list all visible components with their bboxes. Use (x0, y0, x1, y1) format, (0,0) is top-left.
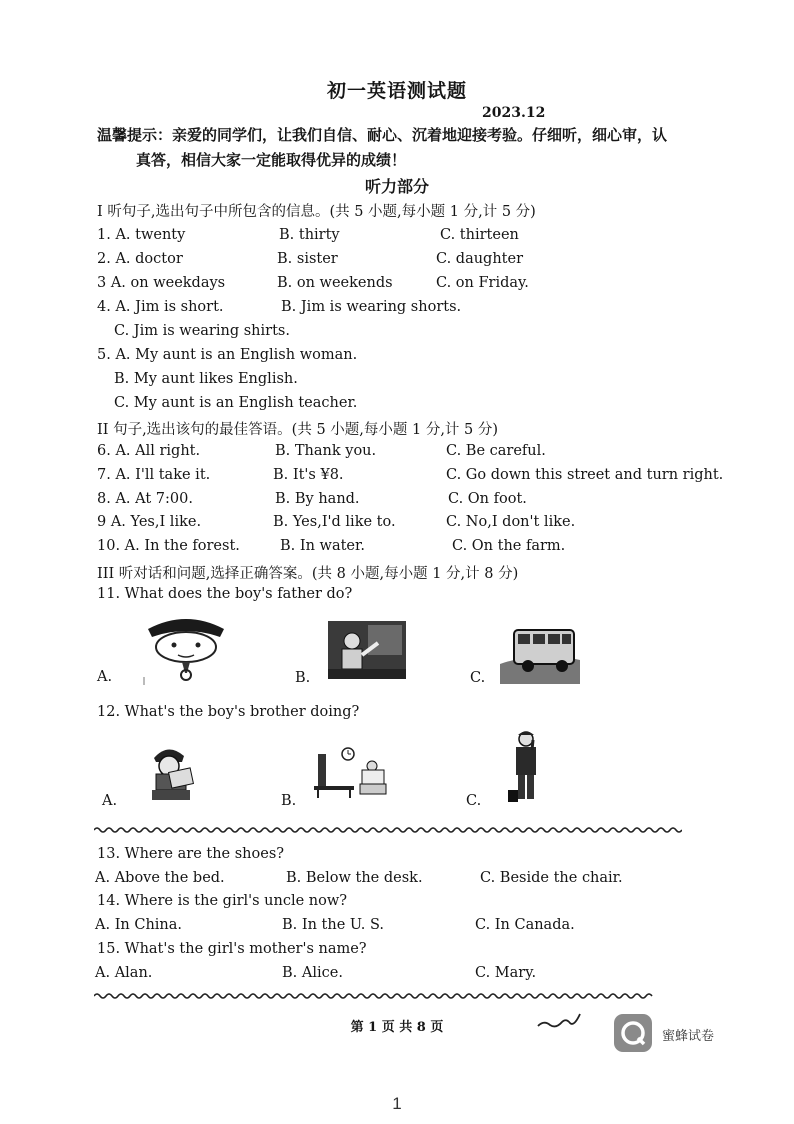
q11-option-c: C. (470, 670, 486, 686)
q14-option-a: A. In China. (95, 917, 183, 933)
q8-option-c: C. On foot. (448, 491, 527, 507)
q13-option-b: B. Below the desk. (286, 870, 423, 886)
q9-option-a: 9 A. Yes,I like. (97, 514, 202, 530)
q14-option-b: B. In the U. S. (282, 917, 385, 933)
q12-option-b: B. (281, 793, 297, 809)
tip-line-1: 温馨提示：亲爱的同学们，让我们自信、耐心、沉着地迎接考验。仔细听，细心审，认 (97, 126, 668, 144)
q6-option-b: B. Thank you. (275, 443, 377, 459)
q7-option-c: C. Go down this street and turn right. (446, 467, 724, 483)
q4-option-a: 4. A. Jim is short. (97, 299, 224, 315)
q3-option-c: C. on Friday. (436, 275, 529, 291)
watermark-text: 蜜蜂试卷 (662, 1029, 715, 1044)
q12-boy-watching-tv-image (310, 744, 388, 798)
tip-line-2: 真答，相信大家一定能取得优异的成绩！ (136, 151, 407, 169)
q13-option-c: C. Beside the chair. (480, 870, 623, 886)
q6-option-c: C. Be careful. (446, 443, 546, 459)
q10-option-c: C. On the farm. (452, 538, 566, 554)
part2-heading: II 句子,选出该句的最佳答语。(共 5 小题,每小题 1 分,计 5 分) (97, 422, 499, 438)
q9-option-c: C. No,I don't like. (446, 514, 576, 530)
q12-option-a: A. (102, 793, 118, 809)
q12-boy-reading-image (146, 744, 196, 802)
q8-option-b: B. By hand. (275, 491, 360, 507)
q15-option-b: B. Alice. (282, 965, 343, 981)
q2-option-a: 2. A. doctor (97, 251, 183, 267)
q2-option-b: B. sister (277, 251, 338, 267)
wavy-divider (94, 826, 682, 834)
q11-bus-driver-image (500, 620, 580, 684)
q1-option-a: 1. A. twenty (97, 227, 186, 243)
q11-worker-image (328, 621, 406, 679)
q11-option-b: B. (295, 670, 311, 686)
page-footer-label: 第 1 页 共 8 页 (350, 1020, 444, 1035)
q10-option-a: 10. A. In the forest. (97, 538, 240, 554)
q13-option-a: A. Above the bed. (95, 870, 225, 886)
q11-option-a: A. (97, 669, 113, 685)
q10-option-b: B. In water. (280, 538, 365, 554)
part1-heading: I 听句子,选出句子中所包含的信息。(共 5 小题,每小题 1 分,计 5 分) (97, 204, 536, 220)
q11-teacher-image (140, 615, 232, 685)
page-number: 1 (392, 1094, 402, 1113)
q4-option-b: B. Jim is wearing shorts. (281, 299, 462, 315)
pen-scribble (536, 1010, 586, 1032)
q15-option-a: A. Alan. (95, 965, 153, 981)
q7-option-a: 7. A. I'll take it. (97, 467, 211, 483)
section-title: 听力部分 (364, 177, 429, 196)
q3-option-b: B. on weekends (277, 275, 393, 291)
q5-option-c: C. My aunt is an English teacher. (114, 395, 358, 411)
wavy-divider (94, 992, 656, 1000)
q6-option-a: 6. A. All right. (97, 443, 201, 459)
q15-option-c: C. Mary. (475, 965, 537, 981)
q4-option-c: C. Jim is wearing shirts. (114, 323, 290, 339)
q1-option-b: B. thirty (279, 227, 340, 243)
q5-option-b: B. My aunt likes English. (114, 371, 298, 387)
q15-question: 15. What's the girl's mother's name? (97, 941, 367, 957)
exam-title: 初一英语测试题 (326, 80, 467, 102)
q11-question: 11. What does the boy's father do? (97, 586, 353, 602)
q14-question: 14. Where is the girl's uncle now? (97, 893, 348, 909)
q12-question: 12. What's the boy's brother doing? (97, 704, 360, 720)
q8-option-a: 8. A. At 7:00. (97, 491, 193, 507)
q2-option-c: C. daughter (436, 251, 524, 267)
q5-option-a: 5. A. My aunt is an English woman. (97, 347, 358, 363)
q1-option-c: C. thirteen (440, 227, 519, 243)
exam-date: 2023.12 (482, 105, 546, 121)
watermark-logo-icon (614, 1014, 652, 1052)
q7-option-b: B. It's ¥8. (273, 467, 344, 483)
part3-heading: III 听对话和问题,选择正确答案。(共 8 小题,每小题 1 分,计 8 分) (97, 566, 519, 582)
q12-option-c: C. (466, 793, 482, 809)
q14-option-c: C. In Canada. (475, 917, 575, 933)
q13-question: 13. Where are the shoes? (97, 846, 285, 862)
q12-man-on-phone-image (506, 730, 546, 804)
q3-option-a: 3 A. on weekdays (97, 275, 226, 291)
q9-option-b: B. Yes,I'd like to. (273, 514, 396, 530)
